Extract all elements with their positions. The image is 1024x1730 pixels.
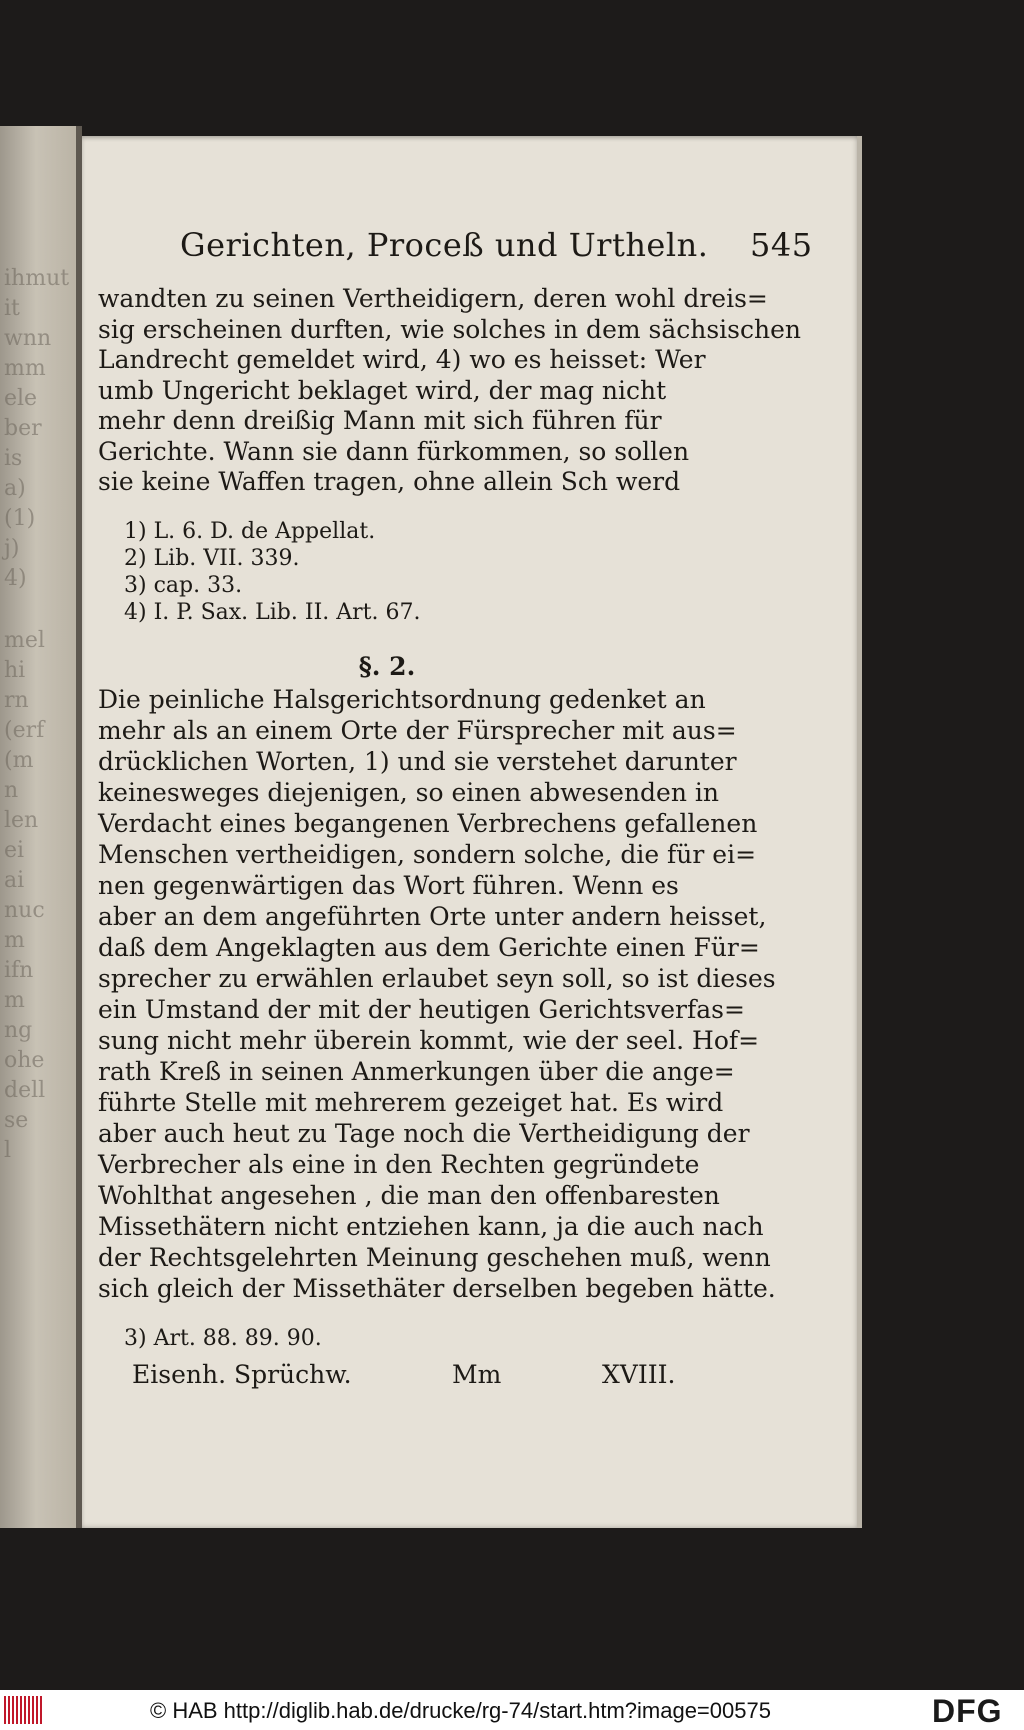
text-line: ein Umstand der mit der heutigen Gerichtsverfas=: [98, 995, 745, 1024]
footer-bar: [0, 1690, 1024, 1730]
ghost-text: mel hi rn (erf (m n len ei ai nuc m ifn m ng ohe dell se l: [4, 628, 46, 1163]
page-number: 545: [750, 226, 813, 264]
footnotes-1: [124, 518, 420, 626]
footnote: 4) I. P. Sax. Lib. II. Art. 67.: [124, 600, 421, 625]
page-edge-shadow: [857, 136, 862, 1528]
text-line: Missethätern nicht entziehen kann, ja die auch nach: [98, 1212, 764, 1241]
text-line: aber auch heut zu Tage noch die Vertheidigung der: [98, 1119, 750, 1148]
text-line: aber an dem angeführten Orte unter andern heisset,: [98, 902, 767, 931]
footnote: 3) cap. 33.: [124, 573, 243, 598]
text-line: sie keine Waffen tragen, ohne allein Sch werd: [98, 467, 681, 496]
text-line: keinesweges diejenigen, so einen abwesenden in: [98, 778, 719, 807]
barcode-icon: [4, 1696, 44, 1724]
text-line: wandten zu seinen Vertheidigern, deren wohl dreis=: [98, 284, 768, 313]
paragraph-1: [98, 284, 802, 498]
text-line: Landrecht gemeldet wird, 4) wo es heisset: Wer: [98, 345, 706, 374]
paragraph-2: [98, 684, 776, 1304]
text-line: Die peinliche Halsgerichtsordnung gedenket an: [98, 685, 706, 714]
text-line: mehr denn dreißig Mann mit sich führen für: [98, 406, 662, 435]
text-line: Verbrecher als eine in den Rechten gegründete: [98, 1150, 700, 1179]
catchword: Eisenh. Sprüchw.: [132, 1360, 352, 1389]
book-page: [82, 136, 860, 1528]
left-page-edge: [0, 126, 80, 1528]
text-line: Menschen vertheidigen, sondern solche, die für ei=: [98, 840, 757, 869]
section-heading: §. 2.: [358, 652, 416, 681]
text-line: rath Kreß in seinen Anmerkungen über die ange=: [98, 1057, 735, 1086]
footnote: 2) Lib. VII. 339.: [124, 546, 300, 571]
text-line: sich gleich der Missethäter derselben begeben hätte.: [98, 1274, 776, 1303]
signature-mark: Mm: [452, 1360, 502, 1389]
text-line: führte Stelle mit mehrerem gezeiget hat. Es wird: [98, 1088, 724, 1117]
catchword-right: XVIII.: [602, 1360, 676, 1389]
ghost-text: a) (1) j) 4): [4, 476, 36, 591]
text-line: der Rechtsgelehrten Meinung geschehen muß, wenn: [98, 1243, 771, 1272]
text-line: sung nicht mehr überein kommt, wie der seel. Hof=: [98, 1026, 760, 1055]
text-line: nen gegenwärtigen das Wort führen. Wenn es: [98, 871, 679, 900]
footnote-3: 3) Art. 88. 89. 90.: [124, 1326, 322, 1351]
ghost-text: ihmut it wnn mm ele ber is: [4, 266, 70, 471]
text-line: mehr als an einem Orte der Fürsprecher mit aus=: [98, 716, 737, 745]
text-line: daß dem Angeklagten aus dem Gerichte einen Für=: [98, 933, 760, 962]
copyright-url[interactable]: © HAB http://diglib.hab.de/drucke/rg-74/start.htm?image=00575: [150, 1698, 771, 1723]
text-line: drücklichen Worten, 1) und sie verstehet darunter: [98, 747, 737, 776]
running-head-title: Gerichten, Proceß und Urtheln.: [180, 226, 709, 264]
dfg-logo: DFG: [932, 1693, 1003, 1729]
text-line: Wohlthat angesehen , die man den offenbaresten: [98, 1181, 720, 1210]
text-line: Verdacht eines begangenen Verbrechens gefallenen: [98, 809, 758, 838]
text-line: sig erscheinen durften, wie solches in dem sächsischen: [98, 314, 802, 344]
text-line: umb Ungericht beklaget wird, der mag nicht: [98, 375, 667, 405]
running-head: [180, 226, 813, 264]
footnote: 1) L. 6. D. de Appellat.: [124, 519, 376, 544]
text-line: sprecher zu erwählen erlaubet seyn soll, so ist dieses: [98, 964, 776, 993]
text-line: Gerichte. Wann sie dann fürkommen, so sollen: [98, 436, 690, 466]
